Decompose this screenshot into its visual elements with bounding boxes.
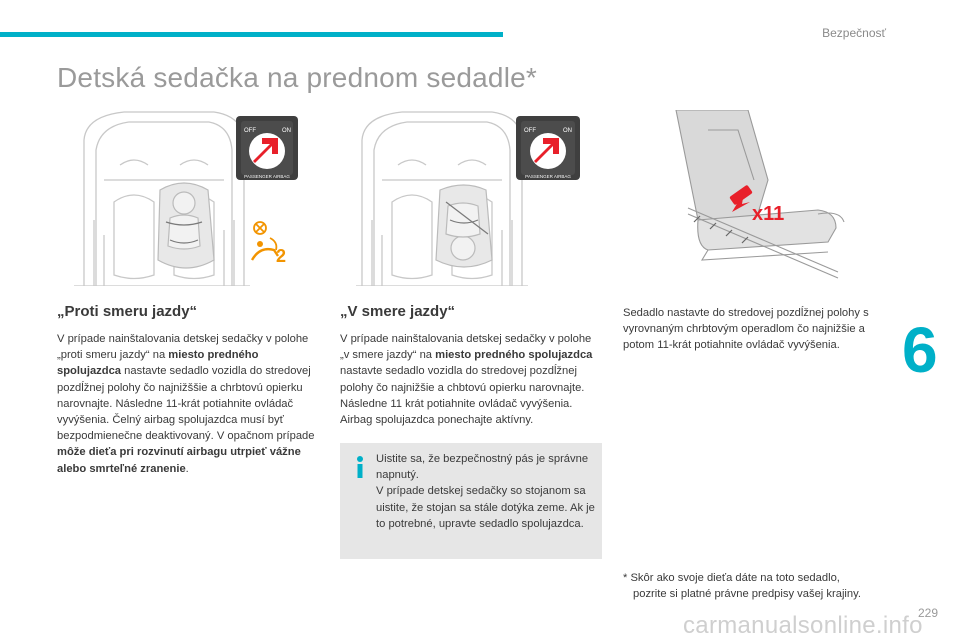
rear-facing-text-2: nastavte sedadlo vozidla do stredovej pozdĺžnej polohy čo najnižššie a chrbtovú opierku narovnajte. Následne 11-krát potiahnite ovládač vyvýšenia. Čelný airbag spolujazdca musí byť bezpodmienečne deaktivovaný. V opačnom prípade — [57, 365, 315, 443]
info-line-1: Uistite sa, že bezpečnostný pás je správne napnutý. — [376, 453, 589, 482]
seat-height-adjust-illustration — [668, 110, 848, 286]
airbag-off-warning-icon — [252, 222, 278, 260]
rear-facing-bold-2: môže dieťa pri rozvinutí airbagu utrpieť vážne alebo smrteľné zranenie — [57, 446, 301, 475]
section-label: Bezpečnosť — [822, 26, 886, 40]
info-box — [340, 443, 602, 559]
seat-adjust-paragraph: Sedadlo nastavte do stredovej pozdĺžnej polohy s vyrovnaným chrbtovým operadlom čo najnižšie a potom 11-krát potiahnite ovládač vyvýšenia. — [623, 307, 869, 352]
lever-count-label: x11 — [752, 203, 785, 225]
rear-facing-bold-1: miesto predného spolujazdca — [57, 349, 259, 378]
rear-facing-text-1: V prípade nainštalovania detskej sedačky v polohe „proti smeru jazdy“ na — [57, 333, 309, 362]
forward-facing-section — [340, 303, 602, 428]
airbag-label: PASSENGER AIRBAG — [525, 174, 571, 179]
page-title: Detská sedačka na prednom sedadle* — [57, 62, 537, 93]
watermark: carmanualsonline.info — [683, 612, 923, 639]
rear-facing-section — [57, 303, 322, 477]
footnote-line-1: * Skôr ako svoje dieťa dáte na toto sedadlo, — [623, 572, 840, 584]
rear-facing-seat-illustration — [74, 110, 312, 286]
forward-facing-text-2: nastavte sedadlo vozidla do stredovej pozdĺžnej polohy čo najnižšie a chbtovú opierku narovnajte. Následne 11 krát potiahnite ovládač vyvýšenia. Airbag spolujazdca ponechajte aktívny. — [340, 365, 585, 427]
forward-facing-seat-illustration — [356, 110, 588, 286]
airbag-label: PASSENGER AIRBAG — [244, 174, 290, 179]
warning-number: 2 — [276, 246, 287, 266]
rear-facing-paragraph — [57, 331, 322, 477]
forward-facing-text-1: V prípade nainštalovania detskej sedačky v polohe „v smere jazdy“ na — [340, 333, 592, 362]
footnote — [623, 570, 903, 602]
header-accent-bar — [0, 32, 503, 37]
forward-facing-paragraph — [340, 331, 602, 428]
seat-adjust-section — [623, 305, 885, 354]
forward-facing-heading: „V smere jazdy“ — [340, 303, 456, 320]
rear-facing-text-3: . — [185, 462, 189, 475]
info-icon — [353, 455, 367, 479]
switch-off-label: OFF — [244, 128, 256, 134]
forward-facing-bold-1: miesto predného spolujazdca — [435, 349, 593, 362]
switch-off-label: OFF — [524, 128, 536, 134]
page-number: 229 — [917, 606, 938, 620]
footnote-line-2: pozrite si platné právne predpisy vašej krajiny. — [633, 588, 862, 600]
rear-facing-heading: „Proti smeru jazdy“ — [57, 303, 198, 320]
info-line-2: V prípade detskej sedačky so stojanom sa uistite, že stojan sa stále dotýka zeme. Ak je to potrebné, upravte sedadlo spolujazdca. — [376, 485, 595, 530]
switch-on-label: ON — [563, 128, 572, 134]
info-box-text — [376, 451, 598, 532]
chapter-number: 6 — [902, 314, 938, 386]
switch-on-label: ON — [282, 128, 291, 134]
